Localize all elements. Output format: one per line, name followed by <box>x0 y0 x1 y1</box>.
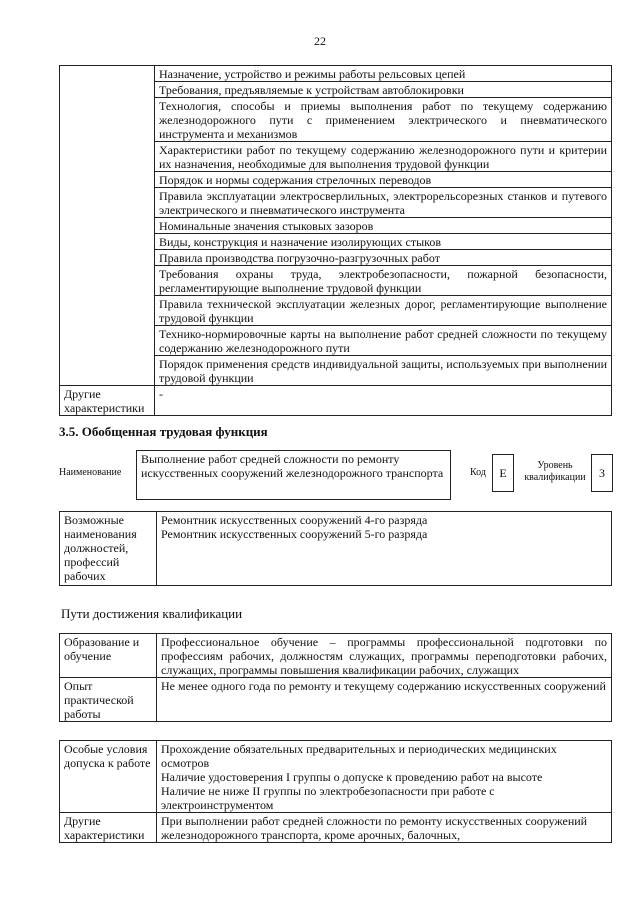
page-number: 22 <box>314 34 326 48</box>
knowledge-item: Виды, конструкция и назначение изолирующих стыков <box>155 234 612 250</box>
gtf-name-label: Наименование <box>59 467 122 478</box>
gtf-code-label: Код <box>470 467 486 478</box>
position-item: Ремонтник искусственных сооружений 5-го разряда <box>161 527 428 541</box>
knowledge-item: Правила производства погрузочно-разгрузочных работ <box>155 250 612 266</box>
admission-item: Наличие удостоверения I группы о допуске к проведению работ на высоте <box>161 770 543 784</box>
gtf-level-value: 3 <box>591 454 613 492</box>
qualification-paths-table <box>59 633 612 722</box>
other-characteristics-value: - <box>155 386 612 416</box>
admission-table <box>59 740 612 843</box>
position-item: Ремонтник искусственных сооружений 4-го разряда <box>161 513 428 527</box>
section-heading: 3.5. Обобщенная трудовая функция <box>59 424 268 439</box>
positions-label: Возможные наименования должностей, профессий рабочих <box>60 512 157 586</box>
positions-table <box>59 511 612 586</box>
experience-value: Не менее одного года по ремонту и текущему содержанию искусственных сооружений <box>157 678 612 722</box>
experience-label: Опыт практической работы <box>60 678 157 722</box>
knowledge-item: Назначение, устройство и режимы работы рельсовых цепей <box>155 66 612 82</box>
education-label: Образование и обучение <box>60 634 157 678</box>
other2-label: Другие характеристики <box>60 813 157 843</box>
admission-item: Прохождение обязательных предварительных и периодических медицинских осмотров <box>161 742 557 770</box>
admission-label: Особые условия допуска к работе <box>60 741 157 813</box>
knowledge-item: Порядок и нормы содержания стрелочных переводов <box>155 172 612 188</box>
knowledge-item: Требования охраны труда, электробезопасности, пожарной безопасности, регламентирующие выполнение трудовой функции <box>155 266 612 296</box>
knowledge-item: Характеристики работ по текущему содержанию железнодорожного пути и критерии их назначения, необходимые для выполнения трудовой функции <box>155 142 612 172</box>
gtf-name-block <box>59 450 614 498</box>
knowledge-item: Правила технической эксплуатации железных дорог, регламентирующие выполнение трудовой функции <box>155 296 612 326</box>
other-characteristics-label: Другие характеристики <box>60 386 155 416</box>
knowledge-label-cell <box>60 66 155 386</box>
gtf-name-value: Выполнение работ средней сложности по ремонту искусственных сооружений железнодорожного транспорта <box>136 450 451 500</box>
education-value: Профессиональное обучение – программы профессиональной подготовки по профессиям рабочих, должностям служащих, программы переподготовки рабочих, служащих, программы повышения квалификации рабочих, служащих <box>157 634 612 678</box>
knowledge-item: Технико-нормировочные карты на выполнение работ средней сложности по текущему содержанию железнодорожного пути <box>155 326 612 356</box>
knowledge-item: Порядок применения средств индивидуальной защиты, используемых при выполнении трудовой функции <box>155 356 612 386</box>
knowledge-table <box>59 65 612 416</box>
gtf-code-value: E <box>492 454 514 492</box>
other2-value: При выполнении работ средней сложности по ремонту искусственных сооружений железнодорожного транспорта, кроме арочных, балочных, <box>157 813 612 843</box>
admission-item: Наличие не ниже II группы по электробезопасности при работе с электроинструментом <box>161 784 495 812</box>
gtf-level-label: Уровень квалификации <box>524 460 586 483</box>
knowledge-item: Правила эксплуатации электросверлильных, электрорельсорезных станков и путевого электрического и пневматического инструмента <box>155 188 612 218</box>
knowledge-item: Технология, способы и приемы выполнения работ по текущему содержанию железнодорожного пути с применением электрического и пневматического инструмента и механизмов <box>155 98 612 142</box>
paths-heading: Пути достижения квалификации <box>61 606 243 621</box>
knowledge-item: Номинальные значения стыковых зазоров <box>155 218 612 234</box>
knowledge-item: Требования, предъявляемые к устройствам автоблокировки <box>155 82 612 98</box>
